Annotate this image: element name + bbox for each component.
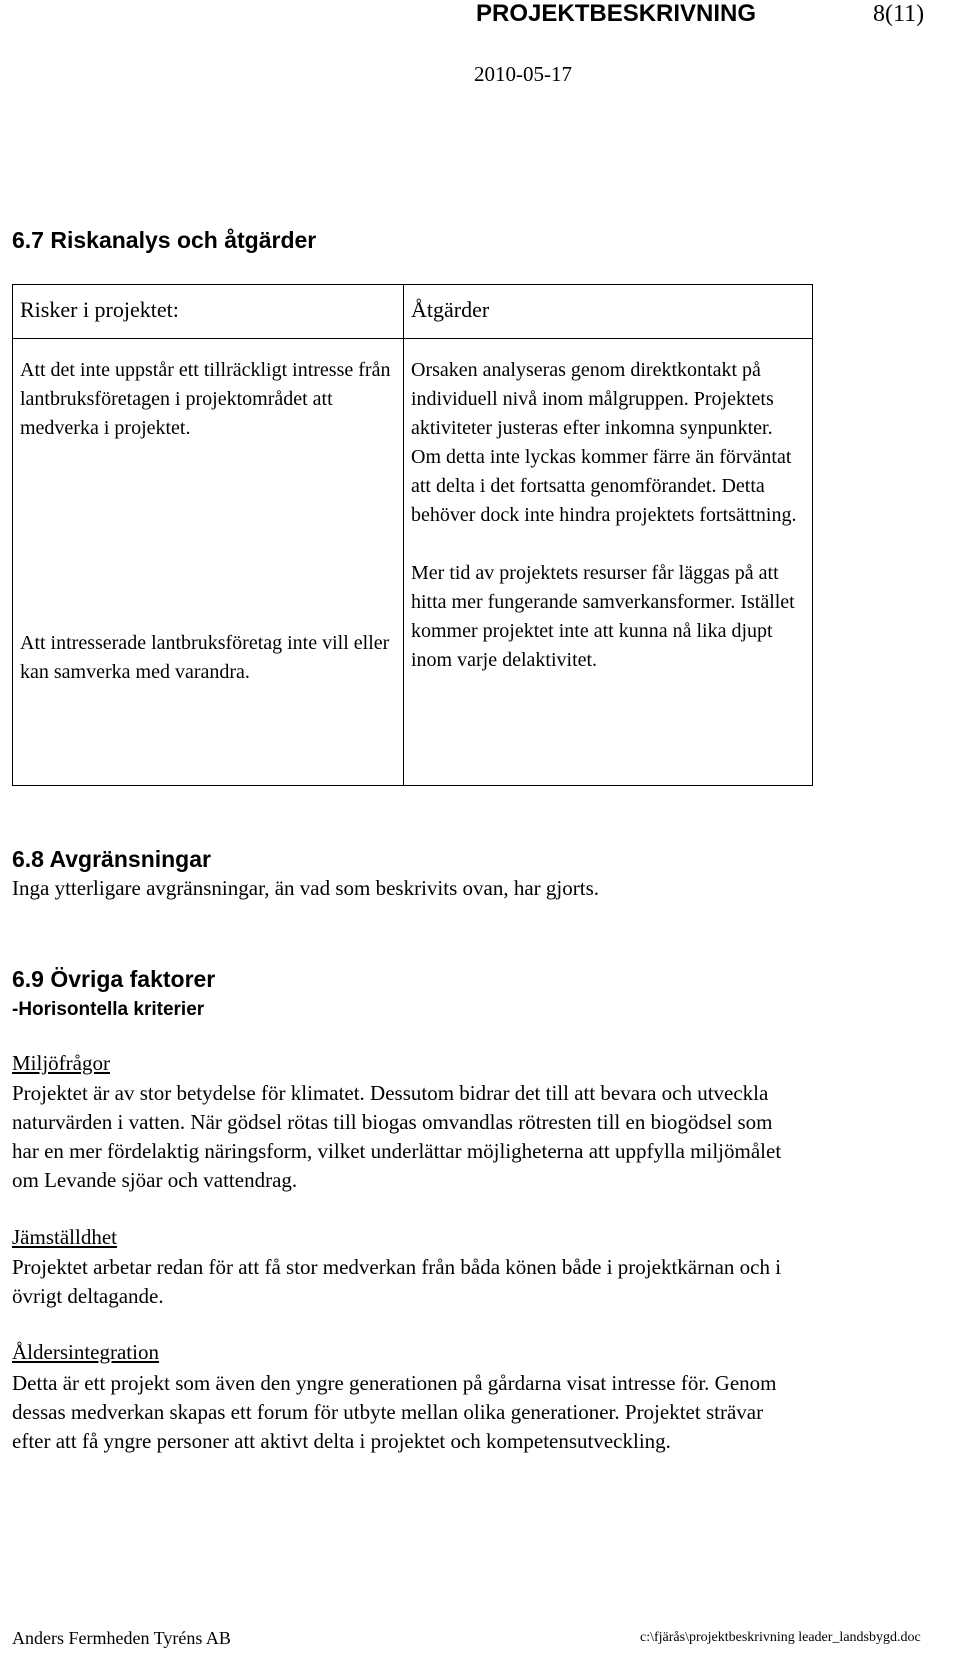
risk-item: Att intresserade lantbruksföretag inte vill eller kan samverka med varandra. <box>20 632 390 683</box>
section-6-9-heading: 6.9 Övriga faktorer <box>12 966 216 992</box>
equality-heading: Jämställdhet <box>12 1225 117 1249</box>
footer-author: Anders Fermheden Tyréns AB <box>12 1628 231 1648</box>
measure-item: Orsaken analyseras genom direktkontakt på individuell nivå inom målgruppen. Projektets aktiviteter justeras efter inkomna synpunkter. Om detta inte lyckas kommer färre än förväntat att delta i det fortsatta genomförandet. Detta behöver dock inte hindra projektets fortsättning. <box>411 359 797 526</box>
section-6-9-subheading: -Horisontella kriterier <box>12 999 205 1020</box>
measures-cell <box>404 339 813 786</box>
section-6-8-text: Inga ytterligare avgränsningar, än vad som beskrivits ovan, har gjorts. <box>12 876 599 900</box>
environment-heading: Miljöfrågor <box>12 1051 110 1075</box>
section-6-7-heading: 6.7 Riskanalys och åtgärder <box>12 227 317 253</box>
equality-text: Projektet arbetar redan för att få stor medverkan från båda könen både i projektkärnan och i övrigt deltagande. <box>12 1255 782 1308</box>
environment-text: Projektet är av stor betydelse för klimatet. Dessutom bidrar det till att bevara och utveckla naturvärden i vatten. När gödsel rötas till biogas omvandlas rötresten till en biogödsel som har en mer fördelaktig näringsform, vilket underlättar möjligheterna att uppfylla miljömålet om Levande sjöar och vattendrag. <box>12 1081 782 1192</box>
risks-cell <box>13 339 404 786</box>
document-date: 2010-05-17 <box>474 62 572 86</box>
measure-item: Mer tid av projektets resurser får läggas på att hitta mer fungerande samverkansformer. Istället kommer projektet inte att kunna nå lika djupt inom varje delaktivitet. <box>411 562 795 671</box>
age-integration-text: Detta är ett projekt som även den yngre generationen på gårdarna visat intresse för. Genom dessas medverkan skapas ett forum för utbyte mellan olika generationer. Projektet strävar efter att få yngre personer att aktivt delta i projektet och kompetensutveckling. <box>12 1371 777 1453</box>
section-6-8-heading: 6.8 Avgränsningar <box>12 846 211 872</box>
age-integration-heading: Åldersintegration <box>12 1340 159 1364</box>
risk-table-body-row <box>13 339 813 786</box>
document-title: PROJEKTBESKRIVNING <box>476 0 757 27</box>
risk-item: Att det inte uppstår ett tillräckligt intresse från lantbruksföretagen i projektområdet att medverka i projektet. <box>20 359 391 439</box>
footer-file-path: c:\fjärås\projektbeskrivning leader_landsbygd.doc <box>640 1630 921 1645</box>
risk-table-header-row <box>13 285 813 339</box>
risk-table <box>12 284 813 786</box>
measures-column-header: Åtgärder <box>404 285 813 339</box>
page-number: 8(11) <box>873 1 925 27</box>
risk-column-header: Risker i projektet: <box>13 285 404 339</box>
